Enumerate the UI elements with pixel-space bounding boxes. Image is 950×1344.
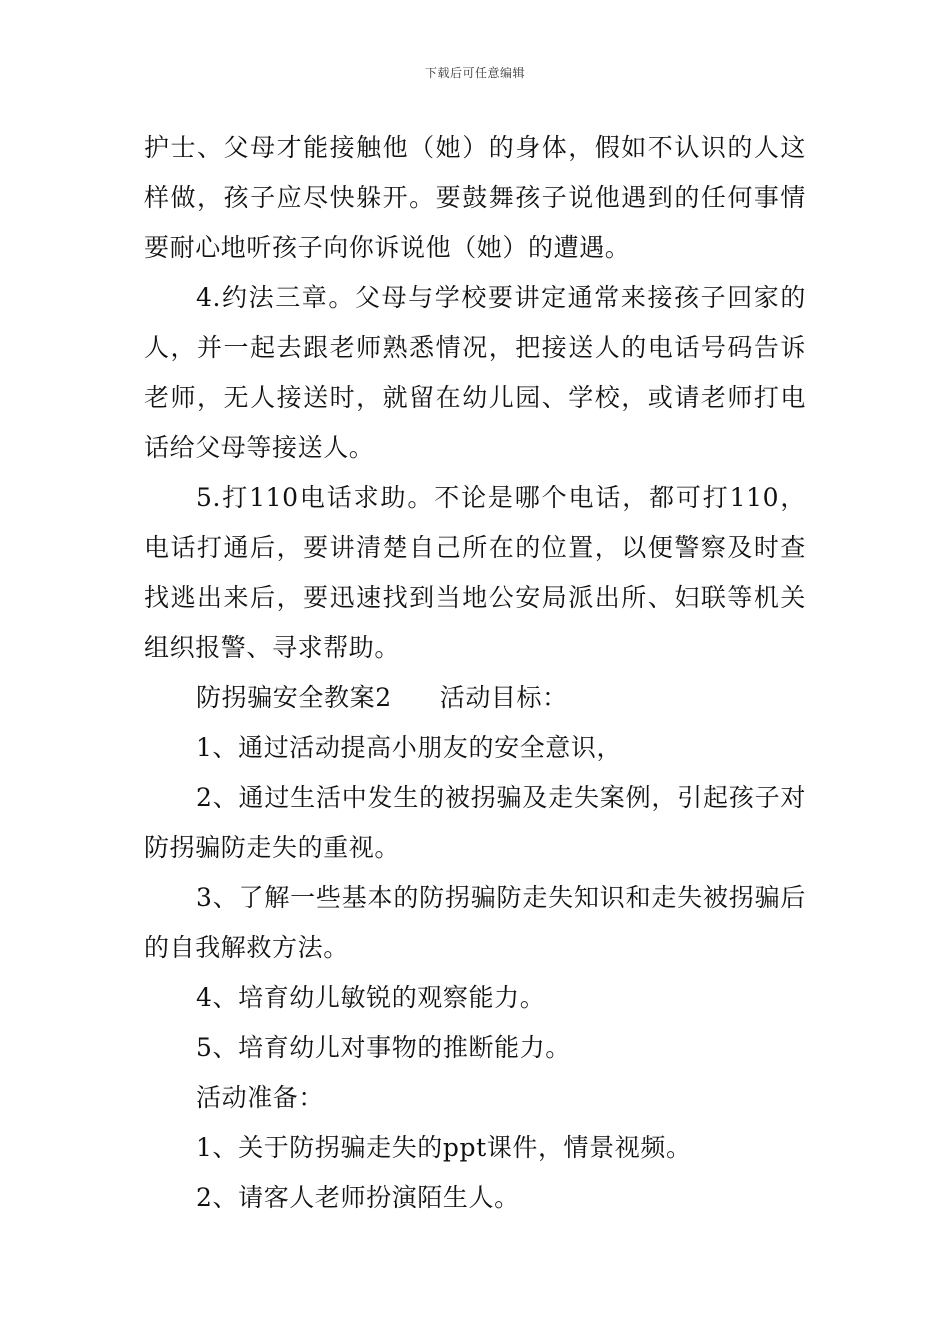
- goal-item: 2、通过生活中发生的被拐骗及走失案例，引起孩子对防拐骗防走失的重视。: [144, 783, 806, 862]
- paragraph-item-4: 4.约法三章。父母与学校要讲定通常来接孩子回家的人，并一起去跟老师熟悉情况，把接送人的电话号码告诉老师，无人接送时，就留在幼儿园、学校，或请老师打电话给父母等接送人。: [144, 283, 806, 462]
- prep-label: 活动准备：: [196, 1083, 325, 1112]
- section-heading-line: [144, 673, 806, 723]
- paragraph-item-5: 5.打110电话求助。不论是哪个电话，都可打110，电话打通后，要讲清楚自己所在的位置，以便警察及时查找逃出来后，要迅速找到当地公安局派出所、妇联等机关组织报警、寻求帮助。: [144, 483, 806, 662]
- prep-item: 2、请客人老师扮演陌生人。: [196, 1183, 520, 1212]
- prep-item: 1、关于防拐骗走失的ppt课件，情景视频。: [196, 1133, 692, 1162]
- page-header: 下载后可任意编辑: [424, 66, 525, 80]
- goal-item: 4、培育幼儿敏锐的观察能力。: [196, 983, 546, 1012]
- section-title: 防拐骗安全教案2: [196, 683, 392, 712]
- document-body: [144, 123, 806, 1223]
- paragraph-continued: 护士、父母才能接触他（她）的身体，假如不认识的人这样做，孩子应尽快躲开。要鼓舞孩子说他遇到的任何事情要耐心地听孩子向你诉说他（她）的遭遇。: [144, 133, 806, 262]
- goals-label: 活动目标：: [439, 683, 568, 712]
- goal-item: 5、培育幼儿对事物的推断能力。: [196, 1033, 571, 1062]
- goal-item: 3、了解一些基本的防拐骗防走失知识和走失被拐骗后的自我解救方法。: [144, 883, 806, 962]
- goal-item: 1、通过活动提高小朋友的安全意识，: [196, 733, 623, 762]
